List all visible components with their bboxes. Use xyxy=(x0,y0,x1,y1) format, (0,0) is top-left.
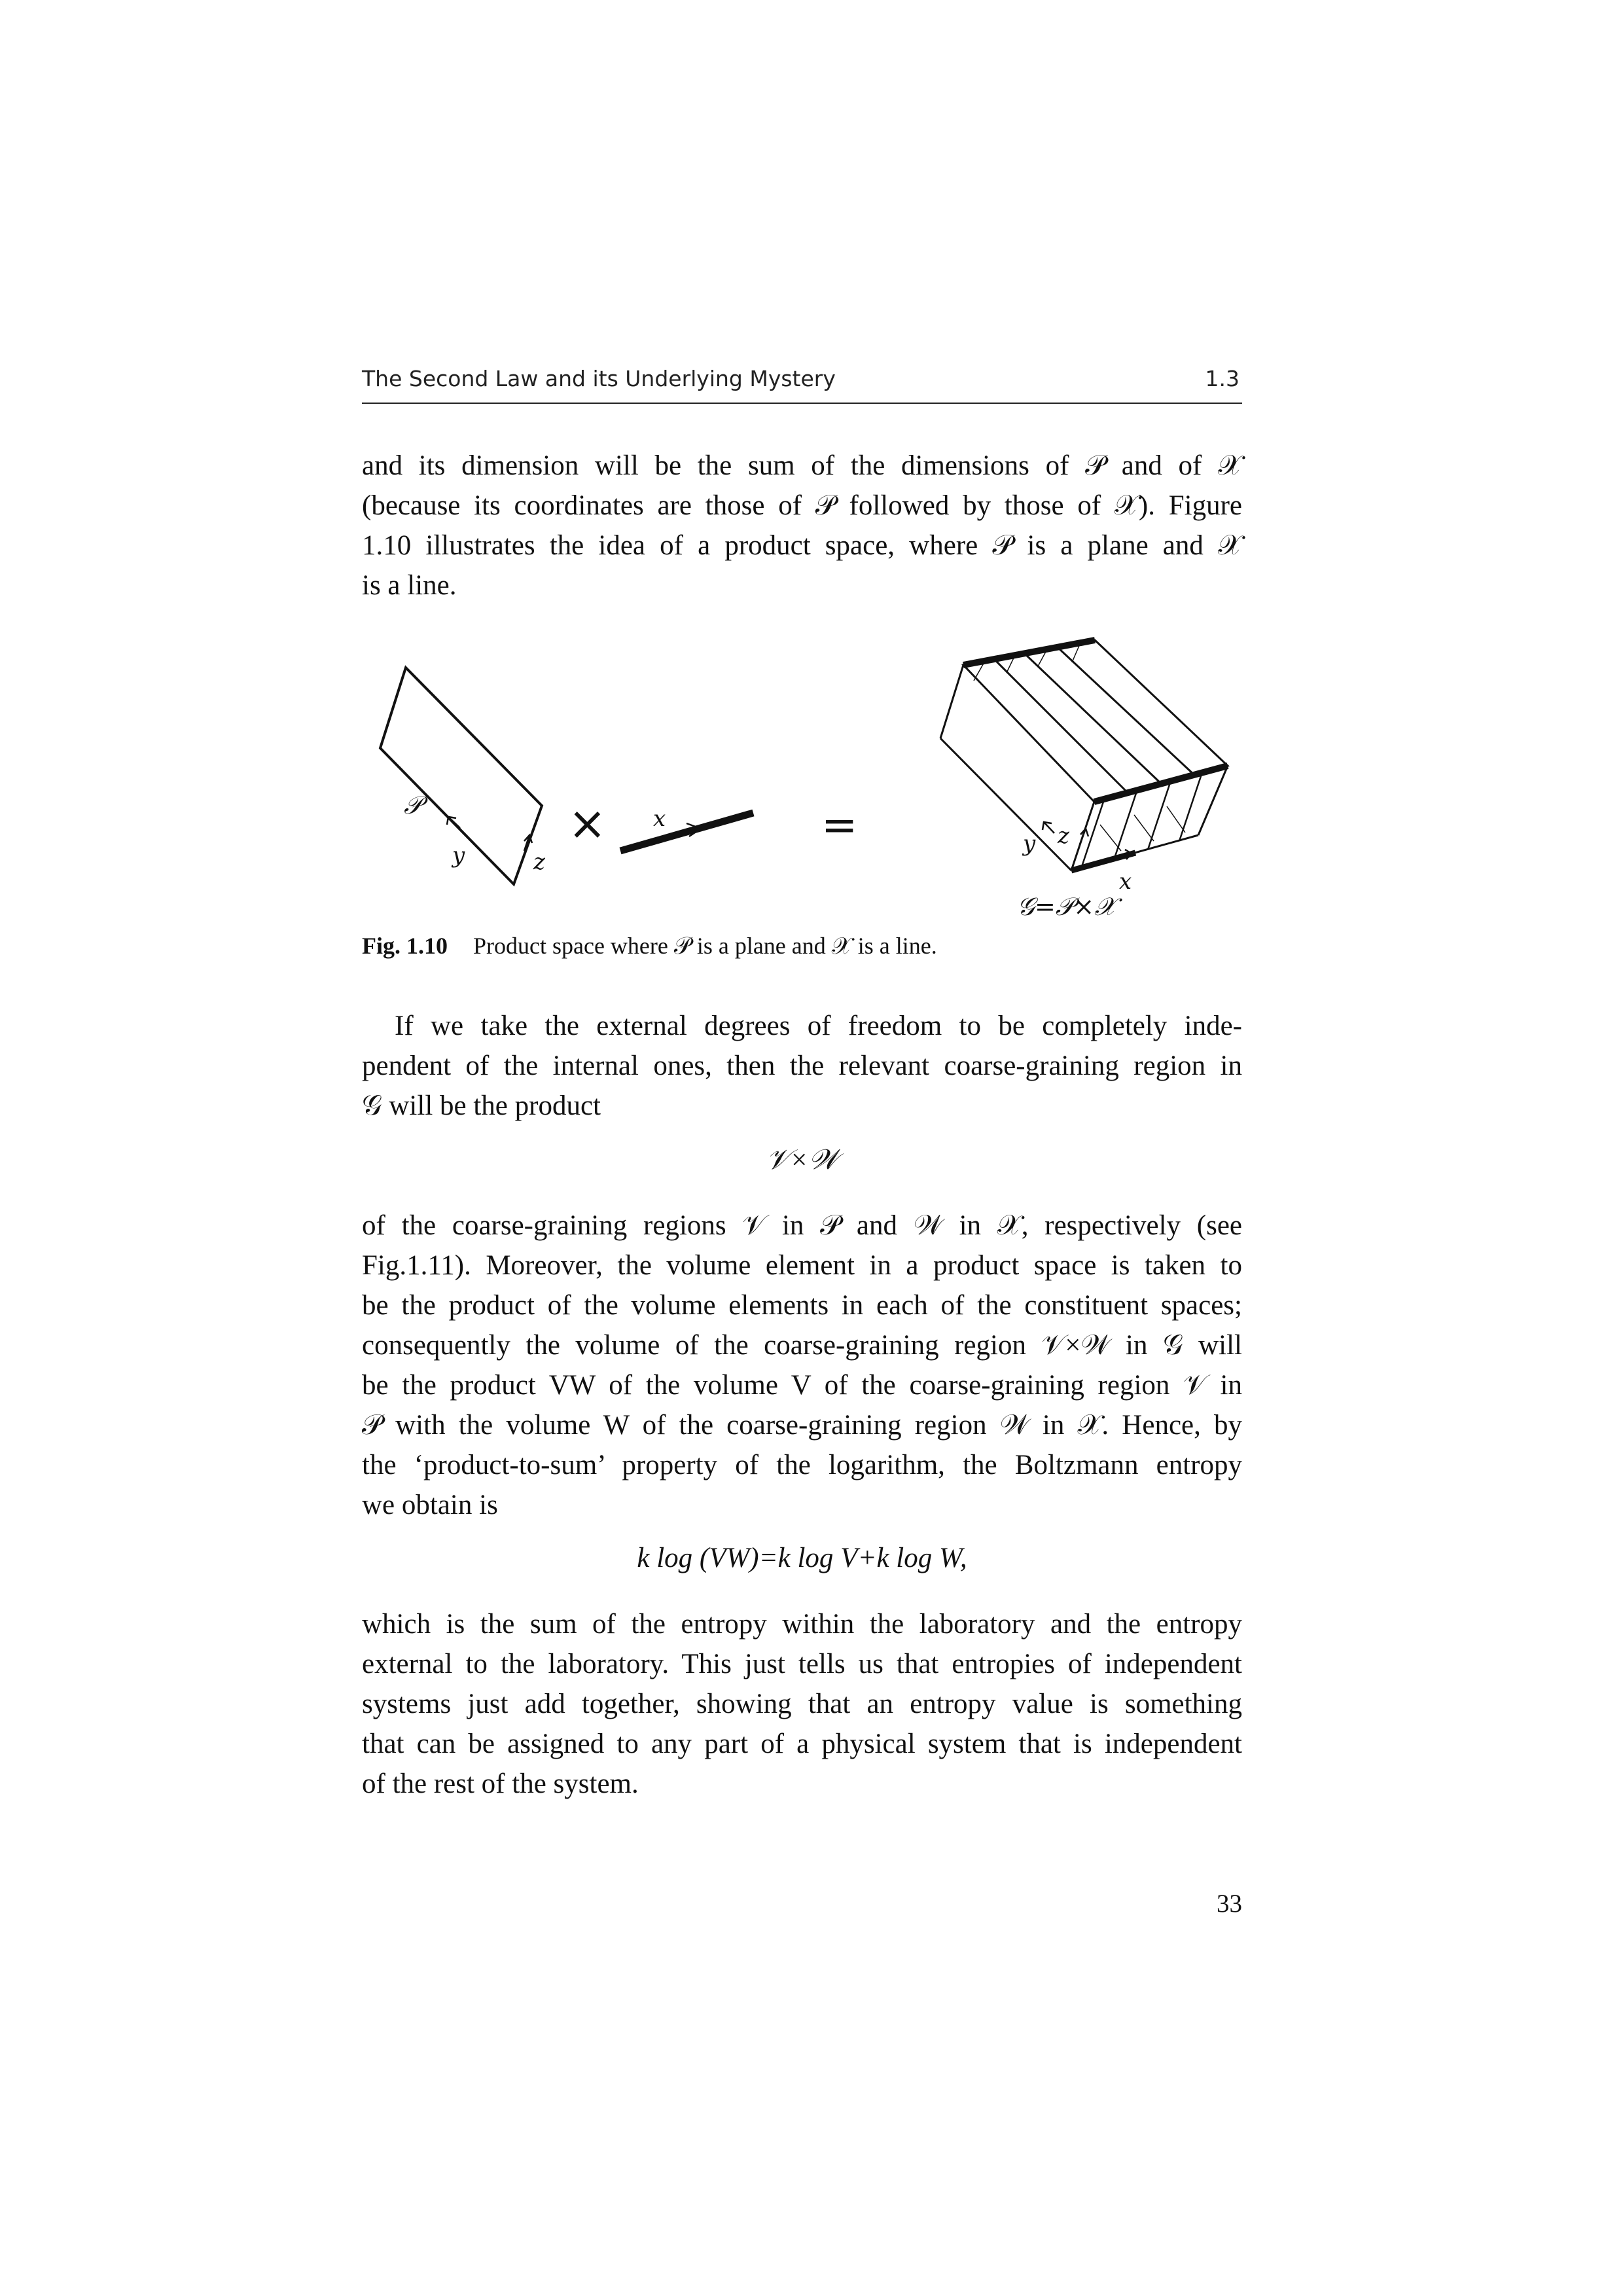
text-line: and its dimension will be the sum of the dimensions of 𝒫 and of 𝒳 xyxy=(362,450,1242,481)
figure-caption xyxy=(362,932,937,960)
paragraph-3 xyxy=(362,1206,1242,1525)
equation-product-region: 𝒱×𝒲 xyxy=(766,1145,838,1175)
section-number: 1.3 xyxy=(1205,366,1240,391)
text-line: 𝒢 will be the product xyxy=(362,1090,601,1121)
product-space-diagram xyxy=(362,628,1242,923)
text-line: If we take the external degrees of freedom to be completely inde- xyxy=(395,1011,1242,1041)
plane-z-label: z xyxy=(533,849,545,875)
text-line: be the product of the volume elements in each of the constituent spaces; xyxy=(362,1290,1242,1321)
text-line: Fig.1.11). Moreover, the volume element in a product space is taken to xyxy=(362,1250,1242,1281)
figure-product-space xyxy=(362,628,1242,923)
text-line: systems just add together, showing that an entropy value is something xyxy=(362,1689,1242,1719)
box-y-label: y xyxy=(1023,831,1036,857)
line-x xyxy=(620,813,753,851)
text-line: which is the sum of the entropy within the laboratory and the entropy xyxy=(362,1609,1242,1640)
text-line: be the product VW of the volume V of the coarse-graining region 𝒱 in xyxy=(362,1370,1242,1401)
plane-label: 𝒫 xyxy=(404,791,422,819)
box-x-label: x xyxy=(1119,869,1132,895)
product-box xyxy=(940,640,1228,870)
equals-sign: = xyxy=(821,800,858,850)
line-x-label: x xyxy=(653,806,666,832)
text-line: pendent of the internal ones, then the relevant coarse-graining region in xyxy=(362,1050,1242,1081)
text-line: that can be assigned to any part of a physical system that is independent xyxy=(362,1729,1242,1759)
text-line: is a line. xyxy=(362,570,457,601)
text-line: (because its coordinates are those of 𝒫 followed by those of 𝒳). Figure xyxy=(362,490,1242,521)
text-line: external to the laboratory. This just tells us that entropies of independent xyxy=(362,1649,1242,1679)
equation-entropy-sum: k log (VW)=k log V+k log W, xyxy=(637,1543,967,1573)
running-header xyxy=(362,363,1242,404)
product-label: 𝒢=𝒫×𝒳 xyxy=(1017,892,1116,921)
text-line: 1.10 illustrates the idea of a product space, where 𝒫 is a plane and 𝒳 xyxy=(362,530,1242,561)
times-sign: × xyxy=(568,797,607,850)
text-line: we obtain is xyxy=(362,1490,498,1520)
plane-y-label: y xyxy=(452,842,465,869)
box-z-label: z xyxy=(1058,823,1069,849)
running-head-title: The Second Law and its Underlying Mystery xyxy=(362,366,836,391)
text-line: the ‘product-to-sum’ property of the logarithm, the Boltzmann entropy xyxy=(362,1450,1242,1480)
text-line: of the rest of the system. xyxy=(362,1768,639,1799)
paragraph-1 xyxy=(362,446,1242,605)
paragraph-4 xyxy=(362,1604,1242,1804)
paragraph-2 xyxy=(362,1006,1242,1126)
figure-caption-text: Product space where 𝒫 is a plane and 𝒳 is a line. xyxy=(473,933,937,959)
text-line: 𝒫 with the volume W of the coarse-graining region 𝒲 in 𝒳. Hence, by xyxy=(362,1410,1242,1441)
text-line: consequently the volume of the coarse-graining region 𝒱×𝒲 in 𝒢 will xyxy=(362,1330,1242,1361)
page-number: 33 xyxy=(1217,1890,1242,1918)
text-line: of the coarse-graining regions 𝒱 in 𝒫 and 𝒲 in 𝒳, respectively (see xyxy=(362,1210,1242,1241)
figure-label: Fig. 1.10 xyxy=(362,933,448,959)
